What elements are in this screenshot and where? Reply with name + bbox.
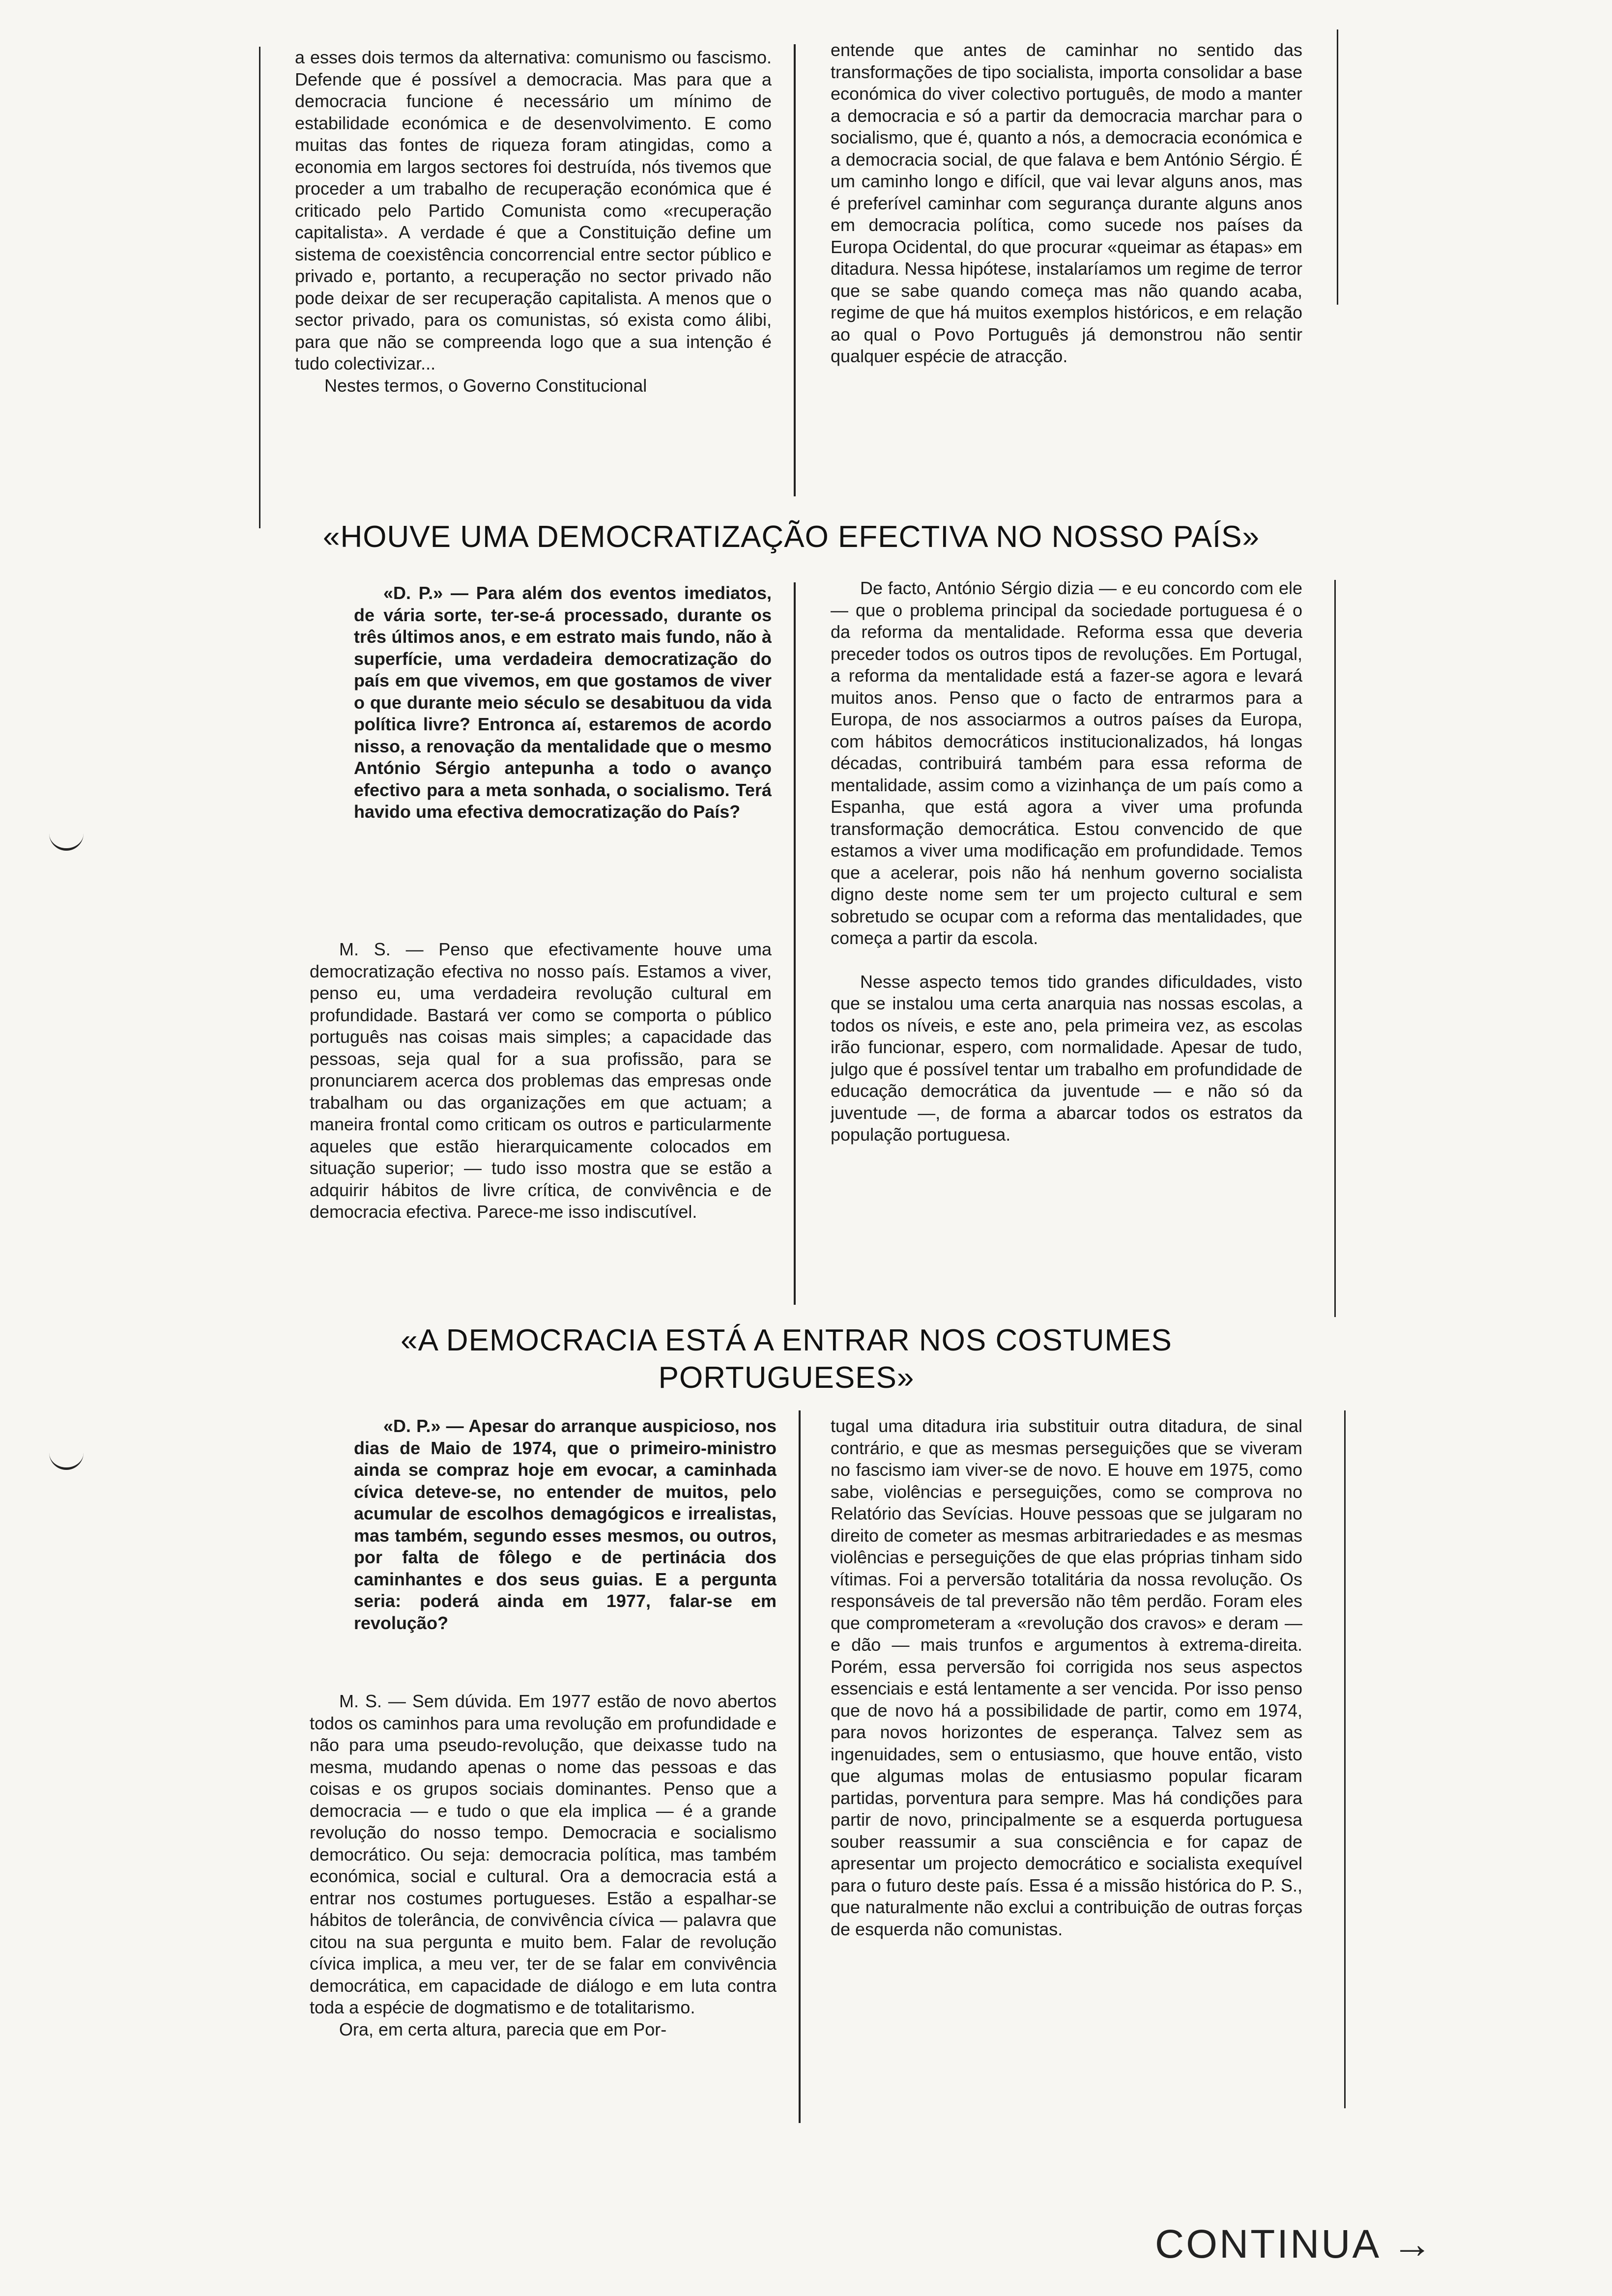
- heading-line-2: PORTUGUESES»: [658, 1361, 915, 1395]
- column-rule: [794, 582, 796, 1305]
- margin-rule: [1344, 1410, 1346, 2108]
- answer-text: M. S. — Penso que efectivamente houve uma democratização efectiva no nosso país. Estamos a viver, penso eu, uma verdadeira revolução cultural em profundidade. Bastará ver como se comporta o público português nas coisas mais simples; a capacidade das pessoas, seja qual for a sua profissão, para se pronunciarem acerca dos problemas das empresas onde trabalham ou das organizações em que actuam; a maneira frontal como criticam os outros e particularmente aqueles que estão hierarquicamente colocados em situação superior; — tudo isso mostra que se estão a adquirir hábitos de livre crítica, de convivência e de democracia efectiva. Parece-me isso indiscutível.: [310, 939, 772, 1222]
- interview-question: [354, 582, 772, 926]
- section-heading: «HOUVE UMA DEMOCRATIZAÇÃO EFECTIVA NO NOSSO PAÍS»: [323, 520, 1260, 554]
- continua-label: [1155, 2221, 1499, 2267]
- paragraph: Ora, em certa altura, parecia que em Por-: [339, 2019, 667, 2039]
- paragraph: entende que antes de caminhar no sentido das transformações de tipo socialista, importa consolidar a base económica do viver colectivo português, de modo a manter a democracia e só a partir da democracia marchar para o socialismo, que é, quanto a nós, a democracia económica e a democracia social, de que falava e bem António Sérgio. É um caminho longo e difícil, que vai levar alguns anos, mas é preferível caminhar com segurança durante alguns anos em democracia política, como sucede nos países da Europa Ocidental, do que procurar «queimar as étapas» em ditadura. Nessa hipótese, instalaríamos um regime de terror que se sabe quando começa mas não quando acaba, regime de que há muitos exemplos históricos, e em relação ao qual o Povo Português já demonstrou não sentir qualquer espécie de atracção.: [831, 40, 1302, 366]
- paragraph: Nesse aspecto temos tido grandes dificuldades, visto que se instalou uma certa anarquia nas nossas escolas, a todos os níveis, e este ano, pela primeira vez, as escolas irão funcionar, espero, com normalidade. Apesar de tudo, julgo que é possível tentar um trabalho em profundidade de educação democrática da juventude — e não só da juventude —, de forma a abarcar todos os estratos da população portuguesa.: [831, 971, 1302, 1145]
- arrow-right-icon: →: [1392, 2222, 1435, 2267]
- paragraph: tugal uma ditadura iria substituir outra ditadura, de sinal contrário, e que as mesmas perseguições que se viveram no fascismo iam viver-se de novo. E houve em 1975, como sabe, violências e perseguições, como se comprova no Relatório das Sevícias. Houve pessoas que se julgaram no direito de cometer as mesmas arbitrariedades e as mesmas violências e perseguições de que elas próprias tinham sido vítimas. Foi a perversão totalitária da nossa revolução. Os responsáveis de tal preversão não têm perdão. Foram eles que comprometeram a «revolução dos cravos» e deram — e dão — mais trunfos e argumentos à extrema-direita. Porém, essa perversão foi corrigida nos seus aspectos essenciais e está lentamente a ser vencida. Por isso penso que de novo há a possibilidade de partir, como em 1974, para novos horizontes de esperança. Talvez sem as ingenuidades, sem o entusiasmo, que houve então, visto que algumas molas de entusiasmo popular ficaram partidas, porventura para sempre. Mas há condições para partir de novo, principalmente se a esquerda portuguesa souber reassumir a sua consciência e for capaz de apresentar um projecto democrático e socialista exequível para o futuro deste país. Essa é a missão histórica do P. S., que naturalmente não exclui a contribuição de outras forças de esquerda não comunistas.: [831, 1416, 1302, 1939]
- section1-left-column: [295, 47, 772, 528]
- section-heading: [256, 1322, 1317, 1397]
- margin-rule: [1334, 580, 1336, 1317]
- section2-right-column: [831, 577, 1302, 1315]
- continua-text: CONTINUA: [1155, 2222, 1379, 2267]
- section3-left-column: [310, 1691, 777, 2128]
- left-margin-rule: [259, 47, 260, 528]
- answer-text: M. S. — Sem dúvida. Em 1977 estão de novo abertos todos os caminhos para uma revolução em profundidade e não para uma pseudo-revolução, que deixasse tudo na mesma, mudando apenas o nome das pessoas e das coisas e os grupos sociais dominantes. Penso que a democracia — e tudo o que ela implica — é a grande revolução do nosso tempo. Democracia e socialismo democrático. Ou seja: democracia política, mas também económica, social e cultural. Ora a democracia está a entrar nos costumes portugueses. Estão a espalhar-se hábitos de tolerância, de convivência cívica — palavra que citou na sua pergunta e muito bem. Falar de revolução cívica implica, a meu ver, ter de se falar em convivência democrática, em capacidade de diálogo e em luta contra toda a espécie de dogmatismo e de totalitarismo.: [310, 1691, 777, 2017]
- interview-question: [354, 1415, 777, 1681]
- question-text: «D. P.» — Apesar do arranque auspicioso, nos dias de Maio de 1974, que o primeiro-ministro ainda se compraz hoje em evocar, a caminhada cívica deteve-se, no entender de muitos, pelo acumular de escolhos demagógicos e irrealistas, mas também, segundo esses mesmos, ou outros, por falta de fôlego e de pertinácia dos caminhantes e dos seus guias. E a pergunta seria: poderá ainda em 1977, falar-se em revolução?: [354, 1416, 777, 1633]
- column-rule: [794, 44, 796, 496]
- punch-hole-mark: [49, 831, 84, 851]
- margin-rule: [1337, 29, 1338, 305]
- section1-right-column: [831, 39, 1302, 511]
- section3-right-column: [831, 1415, 1302, 2123]
- question-text: «D. P.» — Para além dos eventos imediatos, de vária sorte, ter-se-á processado, durante os três últimos anos, e em estrato mais fundo, não à superfície, uma verdadeira democratização do país em que vivemos, em que gostamos de viver o que durante meio século se desabituou da vida política livre? Entronca aí, estaremos de acordo nisso, a renovação da mentalidade que o mesmo António Sérgio antepunha a todo o avanço efectivo para a meta sonhada, o socialismo. Terá havido uma efectiva democratização do País?: [354, 583, 772, 822]
- punch-hole-mark: [49, 1450, 84, 1470]
- paragraph: De facto, António Sérgio dizia — e eu concordo com ele — que o problema principal da sociedade portuguesa é o da reforma da mentalidade. Reforma essa que deveria preceder todos os outros tipos de revoluções. Em Portugal, a reforma da mentalidade está a fazer-se agora e levará muitos anos. Penso que o facto de entrarmos para a Europa, de nos associarmos a outros países da Europa, com hábitos democráticos institucionalizados, há longas décadas, contribuirá também para essa reforma de mentalidade, assim como a vizinhança de um país como a Espanha, que está agora a viver uma profunda transformação democrática. Estou convencido de que estamos a viver uma modificação em profundidade. Temos que a acelerar, pois não há nenhum governo socialista digno deste nome sem ter um projecto cultural e sem sobretudo se ocupar com a reforma das mentalidades, que começa a partir da escola.: [831, 578, 1302, 948]
- section2-left-column: [310, 939, 772, 1322]
- paragraph: a esses dois termos da alternativa: comunismo ou fascismo. Defende que é possível a democracia. Mas para que a democracia funcione é necessário um mínimo de estabilidade económica e de desenvolvimento. E como muitas das fontes de riqueza foram atingidas, como a economia em largos sectores foi destruída, nós tivemos que proceder a um trabalho de recuperação económica que é criticado pelo Partido Comunista como «recuperação capitalista». A verdade é que a Constituição define um sistema de coexistência concorrencial entre sector público e privado e, portanto, a recuperação no sector privado não pode deixar de ser recuperação capitalista. A menos que o sector privado, para os comunistas, só exista como álibi, para que não se compreenda logo que a sua intenção é tudo colectivizar...: [295, 47, 772, 373]
- paragraph: Nestes termos, o Governo Constitucional: [324, 375, 647, 396]
- heading-line-1: «A DEMOCRACIA ESTÁ A ENTRAR NOS COSTUMES: [401, 1323, 1172, 1357]
- column-rule: [799, 1410, 801, 2123]
